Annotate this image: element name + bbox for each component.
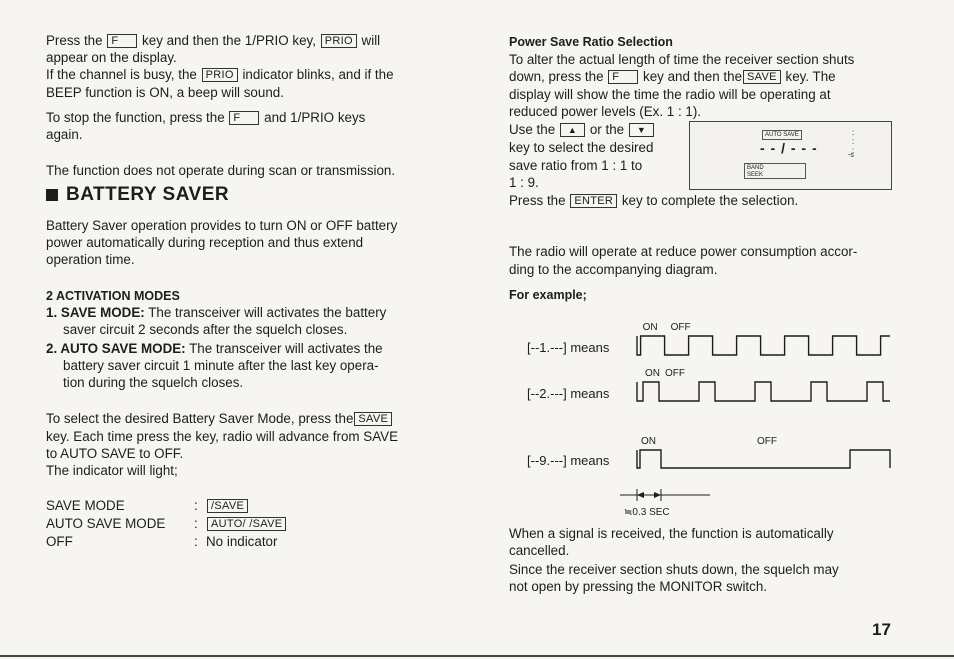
text: The transceiver will activates the <box>189 341 383 356</box>
mode2-line3: tion during the squelch closes. <box>63 375 244 390</box>
right-p2-line4: 1 : 9. <box>509 175 539 190</box>
right-p2-line3: save ratio from 1 : 1 to <box>509 158 643 173</box>
text: Use the <box>509 122 556 137</box>
right-p4-line3: Since the receiver section shuts down, the squelch may <box>509 562 839 577</box>
text: key and then the 1/PRIO key, <box>142 33 316 48</box>
mode-name: SAVE MODE <box>46 498 125 513</box>
right-p2-line5 <box>509 193 798 210</box>
mode-name: AUTO SAVE MODE <box>46 516 166 531</box>
down-key-label: ▼ <box>629 123 654 137</box>
wave-on-label: ON <box>645 368 660 379</box>
right-p1-line4: reduced power levels (Ex. 1 : 1). <box>509 104 702 119</box>
left-p2-line1 <box>46 110 365 127</box>
prio-indicator-label: PRIO <box>202 68 238 82</box>
text: will <box>361 33 381 48</box>
left-p1-line1 <box>46 33 380 50</box>
select-line2: key. Each time press the key, radio will advance from SAVE <box>46 429 399 444</box>
select-line3: to AUTO SAVE to OFF. <box>46 446 184 461</box>
indicator-sep: : <box>194 534 198 549</box>
text: and 1/PRIO keys <box>264 110 366 125</box>
indicator-off: No indicator <box>206 534 278 549</box>
battery-saver-heading <box>46 184 230 205</box>
indicator-row-save <box>46 498 125 515</box>
text: Press the <box>509 193 566 208</box>
example-label: For example; <box>509 288 587 302</box>
text: down, press the <box>509 69 604 84</box>
wave-trace <box>637 382 890 401</box>
indicator-row-off <box>46 534 73 551</box>
wave-on-label: ON <box>642 322 658 333</box>
lcd-dots: : : : <box>852 128 855 155</box>
intro-line1: Battery Saver operation provides to turn ON or OFF battery <box>46 218 398 233</box>
lcd-band: BAND <box>747 165 764 171</box>
save-key-label: SAVE <box>743 70 781 84</box>
left-p2-line2: again. <box>46 127 83 142</box>
text: indicator blinks, and if the <box>242 67 394 82</box>
text: key and then the <box>643 69 743 84</box>
mode2-line2: battery saver circuit 1 minute after the last key opera- <box>63 358 379 373</box>
right-p4-line1: When a signal is received, the function is automatically <box>509 526 834 541</box>
lcd-seek: SEEK <box>747 172 764 178</box>
wave-label: [--2.---] means <box>527 386 610 401</box>
save-key-label: SAVE <box>354 412 392 426</box>
timing-arrow-right <box>654 492 661 498</box>
save-indicator: /SAVE <box>207 499 248 513</box>
power-save-title: Power Save Ratio Selection <box>509 35 673 49</box>
up-key-label: ▲ <box>560 123 585 137</box>
heading-text: BATTERY SAVER <box>66 184 230 205</box>
intro-line3: operation time. <box>46 252 135 267</box>
mode2-label: 2. AUTO SAVE MODE: <box>46 341 186 356</box>
left-p1-line3 <box>46 67 394 84</box>
right-p4-line2: cancelled. <box>509 543 570 558</box>
indicator-save <box>206 498 249 515</box>
text: key. The <box>785 69 836 84</box>
left-p1-line2: appear on the display. <box>46 50 177 65</box>
wave-off-label: OFF <box>670 322 691 333</box>
indicator-sep: : <box>194 498 198 513</box>
right-p3-line2: ding to the accompanying diagram. <box>509 262 718 277</box>
lcd-s-indicator: -s <box>848 152 854 159</box>
select-line4: The indicator will light; <box>46 463 178 478</box>
mode1-line1 <box>46 305 386 322</box>
intro-line2: power automatically during reception and thus extend <box>46 235 364 250</box>
power-save-waveform-diagram <box>500 300 900 525</box>
right-p3-line1: The radio will operate at reduce power consumption accor- <box>509 244 858 259</box>
timing-arrow-left <box>637 492 644 498</box>
f-key-label: F <box>107 34 137 48</box>
text: key to complete the selection. <box>621 193 799 208</box>
text: If the channel is busy, the <box>46 67 197 82</box>
wave-trace <box>637 336 890 355</box>
left-p1-line4: BEEP function is ON, a beep will sound. <box>46 85 284 100</box>
right-p4-line4: not open by pressing the MONITOR switch. <box>509 579 768 594</box>
wave-on-label: ON <box>641 436 656 447</box>
heading-bullet-icon <box>46 189 58 201</box>
indicator-auto <box>206 516 287 533</box>
modes-title: 2 ACTIVATION MODES <box>46 289 180 303</box>
mode2-line1 <box>46 341 383 358</box>
right-p2-line2: key to select the desired <box>509 140 654 155</box>
text: Press the <box>46 33 103 48</box>
wave-trace <box>637 450 890 468</box>
wave-off-label: OFF <box>757 436 777 447</box>
wave-off-label: OFF <box>665 368 685 379</box>
mode1-label: 1. SAVE MODE: <box>46 305 145 320</box>
right-p1-line1: To alter the actual length of time the receiver section shuts <box>509 52 855 67</box>
indicator-sep: : <box>194 516 198 531</box>
text: To select the desired Battery Saver Mode, press the <box>46 411 354 426</box>
mode1-line2: saver circuit 2 seconds after the squelch closes. <box>63 322 348 337</box>
page-number: 17 <box>872 620 891 639</box>
left-p3: The function does not operate during scan or transmission. <box>46 163 396 178</box>
indicator-row-auto <box>46 516 165 533</box>
lcd-auto-save: AUTO SAVE <box>762 130 802 140</box>
right-p2-line1 <box>509 122 655 139</box>
f-key-label: F <box>229 111 259 125</box>
timing-label: ≒0.3 SEC <box>624 507 670 518</box>
mode-name: OFF <box>46 534 73 549</box>
right-p1-line3: display will show the time the radio will be operating at <box>509 87 831 102</box>
text: or the <box>589 122 625 137</box>
lcd-digits: - - / - - - <box>760 140 818 156</box>
auto-save-indicator: AUTO/ /SAVE <box>207 517 286 531</box>
text: To stop the function, press the <box>46 110 225 125</box>
page-bottom-rule <box>0 655 954 657</box>
wave-label: [--1.---] means <box>527 340 610 355</box>
lcd-display <box>689 121 892 190</box>
right-p1-line2 <box>509 69 836 86</box>
text: The transceiver will activates the battery <box>148 305 387 320</box>
wave-label: [--9.---] means <box>527 453 610 468</box>
lcd-band-seek <box>744 163 806 179</box>
f-key-label: F <box>608 70 638 84</box>
select-line1 <box>46 411 393 428</box>
prio-key-label: PRIO <box>321 34 357 48</box>
enter-key-label: ENTER <box>570 194 617 208</box>
